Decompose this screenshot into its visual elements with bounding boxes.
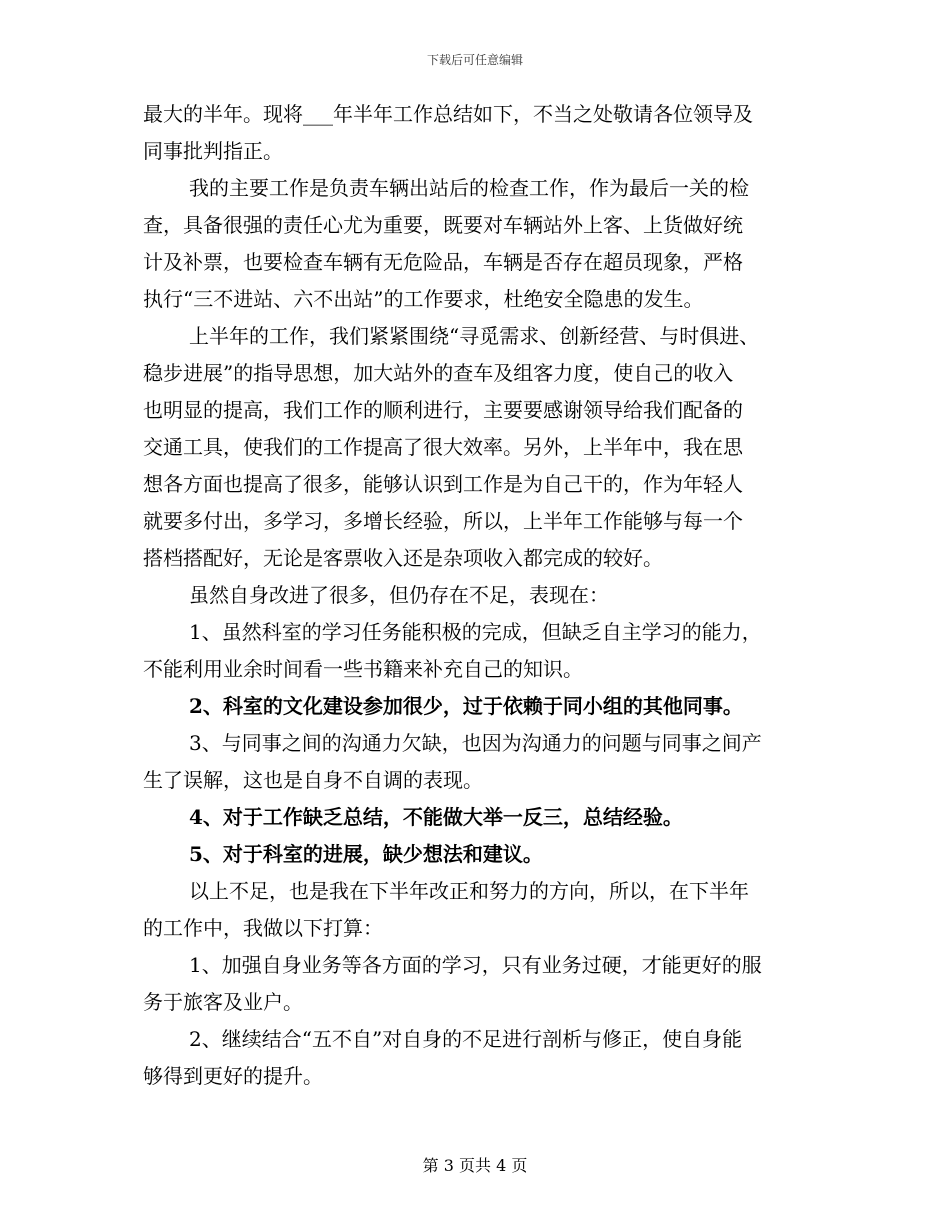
body-line: 务于旅客及业户。 <box>143 990 303 1014</box>
body-line: 1、虽然科室的学习任务能积极的完成，但缺乏自主学习的能力， <box>189 620 762 644</box>
body-line: 也明显的提高，我们工作的顺利进行，主要要感谢领导给我们配备的 <box>143 398 743 422</box>
page-header: 下载后可任意编辑 <box>426 53 523 67</box>
body-line: 生了误解，这也是自身不自调的表现。 <box>143 768 483 792</box>
body-line: 2、继续结合“五不自”对自身的不足进行剖析与修正，使自身能 <box>189 1027 743 1051</box>
body-line: 同事批判指正。 <box>143 139 283 163</box>
body-line: 我的主要工作是负责车辆出站后的检查工作，作为最后一关的检 <box>189 176 749 200</box>
body-line: 最大的半年。现将___年半年工作总结如下，不当之处敬请各位领导及 <box>143 102 753 126</box>
body-line: 执行“三不进站、六不出站”的工作要求，杜绝安全隐患的发生。 <box>143 287 704 311</box>
body-line: 搭档搭配好，无论是客票收入还是杂项收入都完成的较好。 <box>143 546 663 570</box>
document-body <box>143 96 811 1095</box>
page-footer: 第 3 页共 4 页 <box>422 1156 528 1175</box>
body-line: 1、加强自身业务等各方面的学习，只有业务过硬，才能更好的服 <box>189 953 762 977</box>
body-line: 查，具备很强的责任心尤为重要，既要对车辆站外上客、上货做好统 <box>143 213 743 237</box>
body-line: 想各方面也提高了很多，能够认识到工作是为自己干的，作为年轻人 <box>143 472 743 496</box>
body-line: 够得到更好的提升。 <box>143 1064 323 1088</box>
body-line-bold: 5、对于科室的进展，缺少想法和建议。 <box>189 842 543 866</box>
body-line: 3、与同事之间的沟通力欠缺，也因为沟通力的问题与同事之间产 <box>189 731 762 755</box>
body-line-bold: 4、对于工作缺乏总结，不能做大举一反三，总结经验。 <box>189 805 683 829</box>
body-line-bold: 2、科室的文化建设参加很少，过于依赖于同小组的其他同事。 <box>189 694 743 718</box>
body-line: 上半年的工作，我们紧紧围绕“寻觅需求、创新经营、与时俱进、 <box>189 324 760 348</box>
body-line: 不能利用业余时间看一些书籍来补充自己的知识。 <box>143 657 583 681</box>
body-line: 的工作中，我做以下打算： <box>143 916 383 940</box>
body-line: 就要多付出，多学习，多增长经验，所以，上半年工作能够与每一个 <box>143 509 743 533</box>
body-line: 计及补票，也要检查车辆有无危险品，车辆是否存在超员现象，严格 <box>143 250 743 274</box>
body-line: 虽然自身改进了很多，但仍存在不足，表现在： <box>189 583 609 607</box>
body-line: 稳步进展”的指导思想，加大站外的查车及组客力度，使自己的收入 <box>143 361 734 385</box>
body-line: 交通工具，使我们的工作提高了很大效率。另外，上半年中，我在思 <box>143 435 743 459</box>
body-line: 以上不足，也是我在下半年改正和努力的方向，所以，在下半年 <box>189 879 749 903</box>
